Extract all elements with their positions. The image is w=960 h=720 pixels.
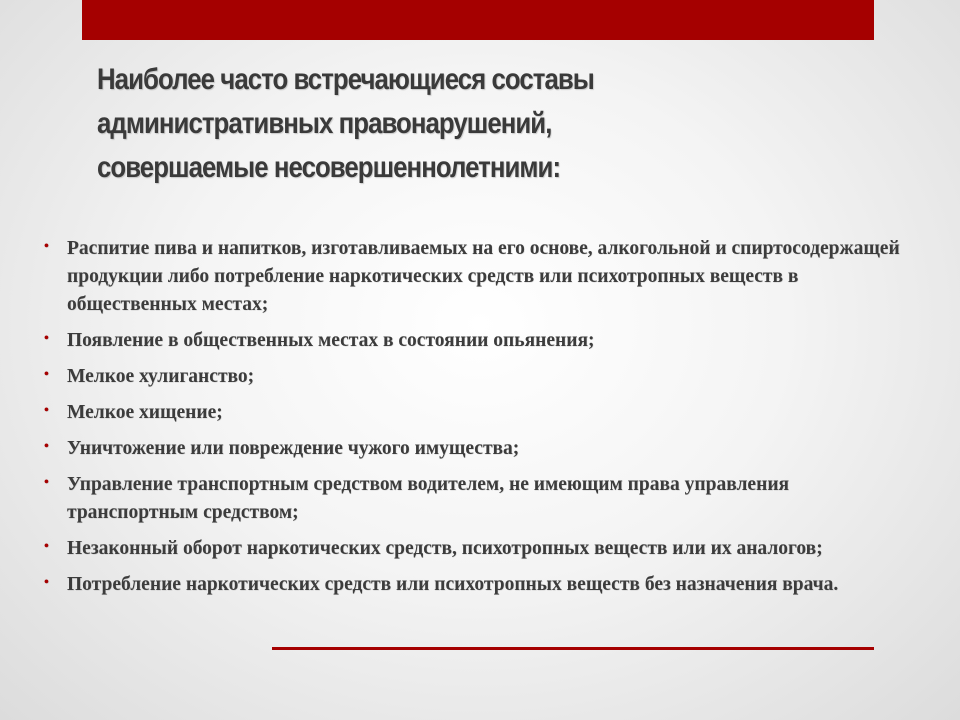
list-item-text: Распитие пива и напитков, изготавливаемых на его основе, алкогольной и спиртосодержащей продукции либо потребление наркотических средств или психотропных веществ в общественных местах;	[67, 238, 900, 315]
list-item	[44, 327, 904, 355]
list-item	[44, 435, 904, 463]
list-item	[44, 363, 904, 391]
list-item	[44, 535, 904, 563]
bullet-icon: •	[44, 539, 49, 554]
list-item	[44, 235, 904, 319]
bullet-icon: •	[44, 475, 49, 490]
top-accent-bar	[82, 0, 874, 40]
list-item	[44, 471, 904, 527]
bullet-icon: •	[44, 239, 49, 254]
bullet-icon: •	[44, 439, 49, 454]
list-item-text: Мелкое хищение;	[67, 402, 223, 423]
bullet-icon: •	[44, 367, 49, 382]
list-item-text: Потребление наркотических средств или психотропных веществ без назначения врача.	[67, 574, 839, 595]
list-item	[44, 571, 904, 599]
list-item-text: Появление в общественных местах в состоянии опьянения;	[67, 330, 595, 351]
title-line-2: административных правонарушений,	[97, 107, 552, 140]
list-item-text: Управление транспортным средством водителем, не имеющим права управления транспортным средством;	[67, 474, 790, 523]
bullet-icon: •	[44, 403, 49, 418]
list-item-text: Незаконный оборот наркотических средств, психотропных веществ или их аналогов;	[67, 538, 823, 559]
list-item-text: Мелкое хулиганство;	[67, 366, 255, 387]
slide-title	[97, 58, 716, 190]
bullet-icon: •	[44, 575, 49, 590]
list-item-text: Уничтожение или повреждение чужого имущества;	[67, 438, 520, 459]
bullet-icon: •	[44, 331, 49, 346]
bottom-accent-line	[272, 647, 874, 650]
title-line-1: Наиболее часто встречающиеся составы	[97, 63, 594, 96]
list-item	[44, 399, 904, 427]
bullet-list	[44, 235, 904, 607]
title-line-3: совершаемые несовершеннолетними:	[97, 151, 561, 184]
